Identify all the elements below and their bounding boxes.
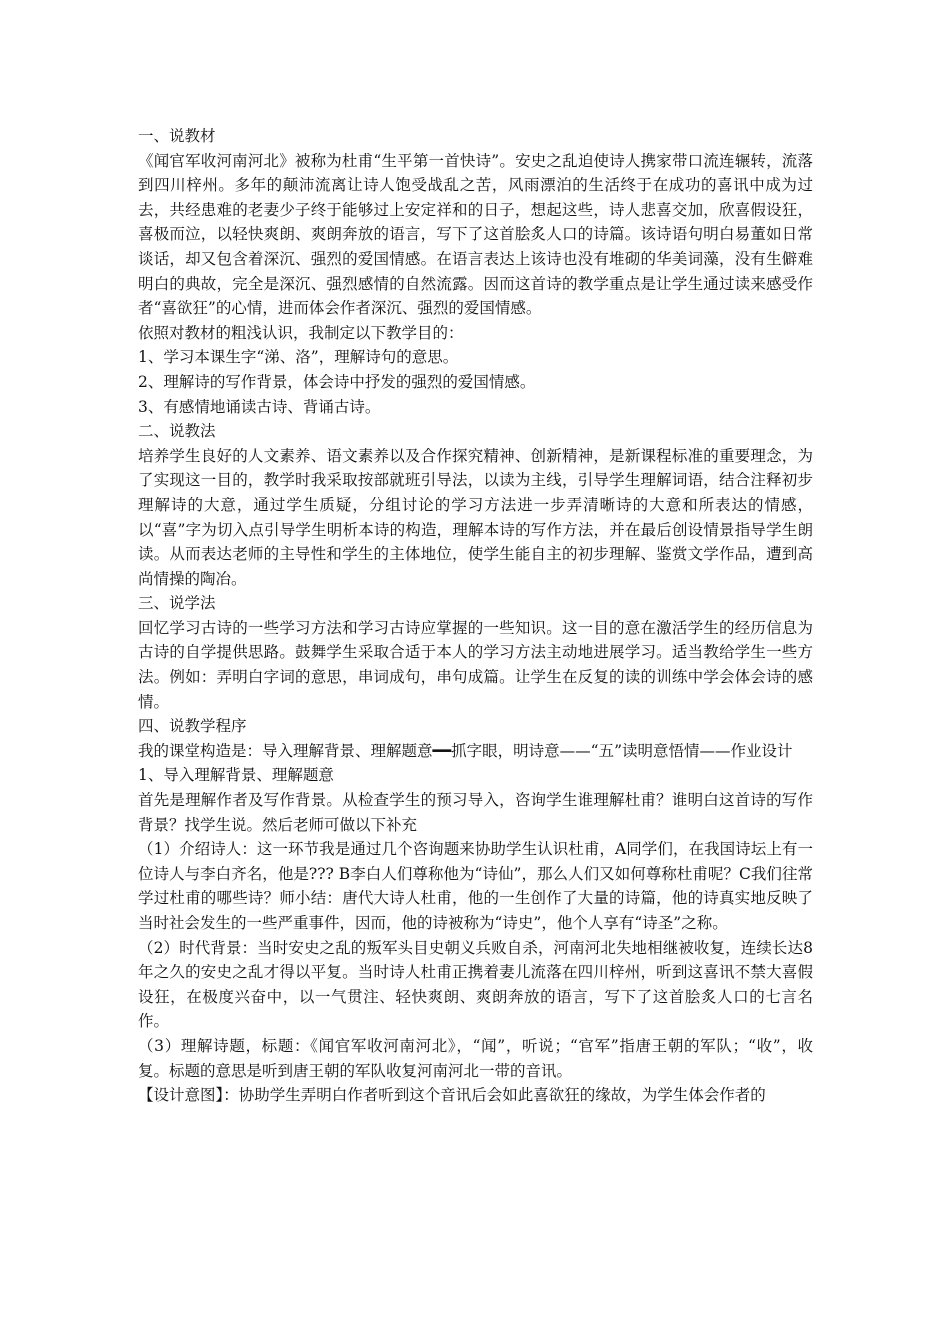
paragraph-learning-method: 回忆学习古诗的一些学习方法和学习古诗应掌握的一些知识。这一目的意在激活学生的经历信息为古诗的自学提供思路。鼓舞学生采取合适于本人的学习方法主动地进展学习。适当教给学生一些方法。例如：弄明白字词的意思，串词成句，串句成篇。让学生在反复的读的训练中学会体会诗的感情。	[138, 618, 813, 711]
section-heading-procedure: 四、说教学程序	[138, 717, 247, 736]
paragraph-poet-intro: （1）介绍诗人：这一环节我是通过几个咨询题来协助学生认识杜甫，A同学们，在我国诗坛上有一位诗人与李白齐名，他是??? B李白人们尊称他为“诗仙”，那么人们又如何尊称杜甫呢？C我们往常学过杜甫的哪些诗？师小结：唐代大诗人杜甫，他的一生创作了大量的诗篇，他的诗真实地反映了当时社会发生的一些严重事件，因而，他的诗被称为“诗史”，他个人享有“诗圣”之称。	[138, 840, 813, 932]
section-heading-learning-method: 三、说学法	[138, 594, 216, 613]
goal-item-3: 3、有感情地诵读古诗、背诵古诗。	[138, 397, 381, 416]
paragraph-design-intent: 【设计意图】：协助学生弄明白作者听到这个音讯后会如此喜欲狂的缘故，为学生体会作者的	[138, 1086, 766, 1105]
paragraph-era-background: （2）时代背景：当时安史之乱的叛军头目史朝义兵败自杀，河南河北失地相继被收复，连续长达8年之久的安史之乱才得以平复。当时诗人杜甫正携着妻儿流落在四川梓州，听到这喜讯不禁大喜假设狂，在极度兴奋中，以一气贯注、轻快爽朗、爽朗奔放的语言，写下了这首脍炙人口的七言名作。	[138, 938, 813, 1031]
paragraph-poem-title: （3）理解诗题，标题：《闻官军收河南河北》，“闻”，听说；“官军”指唐王朝的军队；“收”，收复。标题的意思是听到唐王朝的军队收复河南河北一带的音讯。	[138, 1036, 813, 1080]
paragraph-class-structure: 我的课堂构造是：导入理解背景、理解题意━━抓字眼，明诗意——“五”读明意悟情——作业设计	[138, 741, 793, 760]
paragraph-textbook-intro: 《闻官军收河南河北》被称为杜甫“生平第一首快诗”。安史之乱迫使诗人携家带口流连辗转，流落到四川梓州。多年的颠沛流离让诗人饱受战乱之苦，风雨漂泊的生活终于在成功的喜讯中成为过去，共经患难的老妻少子终于能够过上安定祥和的日子，想起这些，诗人悲喜交加，欣喜假设狂，喜极而泣，以轻快爽朗、爽朗奔放的语言，写下了这首脍炙人口的诗篇。该诗语句明白易董如日常谈话，却又包含着深沉、强烈的爱国情感。在语言表达上该诗也没有堆砌的华美词藻，没有生僻难明白的典故，完全是深沉、强烈感情的自然流露。因而这首诗的教学重点是让学生通过读来感受作者“喜欲狂”的心情，进而体会作者深沉、强烈的爱国情感。	[138, 151, 813, 318]
paragraph-goals-lead: 依照对教材的粗浅认识，我制定以下教学目的：	[138, 323, 464, 342]
goal-item-1: 1、学习本课生字“涕、洛”，理解诗句的意思。	[138, 348, 459, 367]
paragraph-teaching-method: 培养学生良好的人文素养、语文素养以及合作探究精神、创新精神，是新课程标准的重要理念，为了实现这一目的，教学时我采取按部就班引导法，以读为主线，引导学生理解词语，结合注释初步理解诗的大意，通过学生质疑，分组讨论的学习方法进一步弄清晰诗的大意和所表达的情感，以“喜”字为切入点引导学生明析本诗的构造，理解本诗的写作方法，并在最后创设情景指导学生朗读。从而表达老师的主导性和学生的主体地位，使学生能自主的初步理解、鉴赏文学作品，遭到高尚情操的陶冶。	[138, 446, 813, 588]
section-heading-textbook: 一、说教材	[138, 127, 216, 145]
paragraph-author-background: 首先是理解作者及写作背景。从检查学生的预习导入，咨询学生谁理解杜甫？谁明白这首诗的写作背景？找学生说。然后老师可做以下补充	[138, 791, 813, 834]
goal-item-2: 2、理解诗的写作背景，体会诗中抒发的强烈的爱国情感。	[138, 372, 536, 391]
document-body	[138, 124, 813, 1108]
section-heading-teaching-method: 二、说教法	[138, 422, 216, 441]
subheading-intro-background: 1、导入理解背景、理解题意	[138, 766, 334, 785]
